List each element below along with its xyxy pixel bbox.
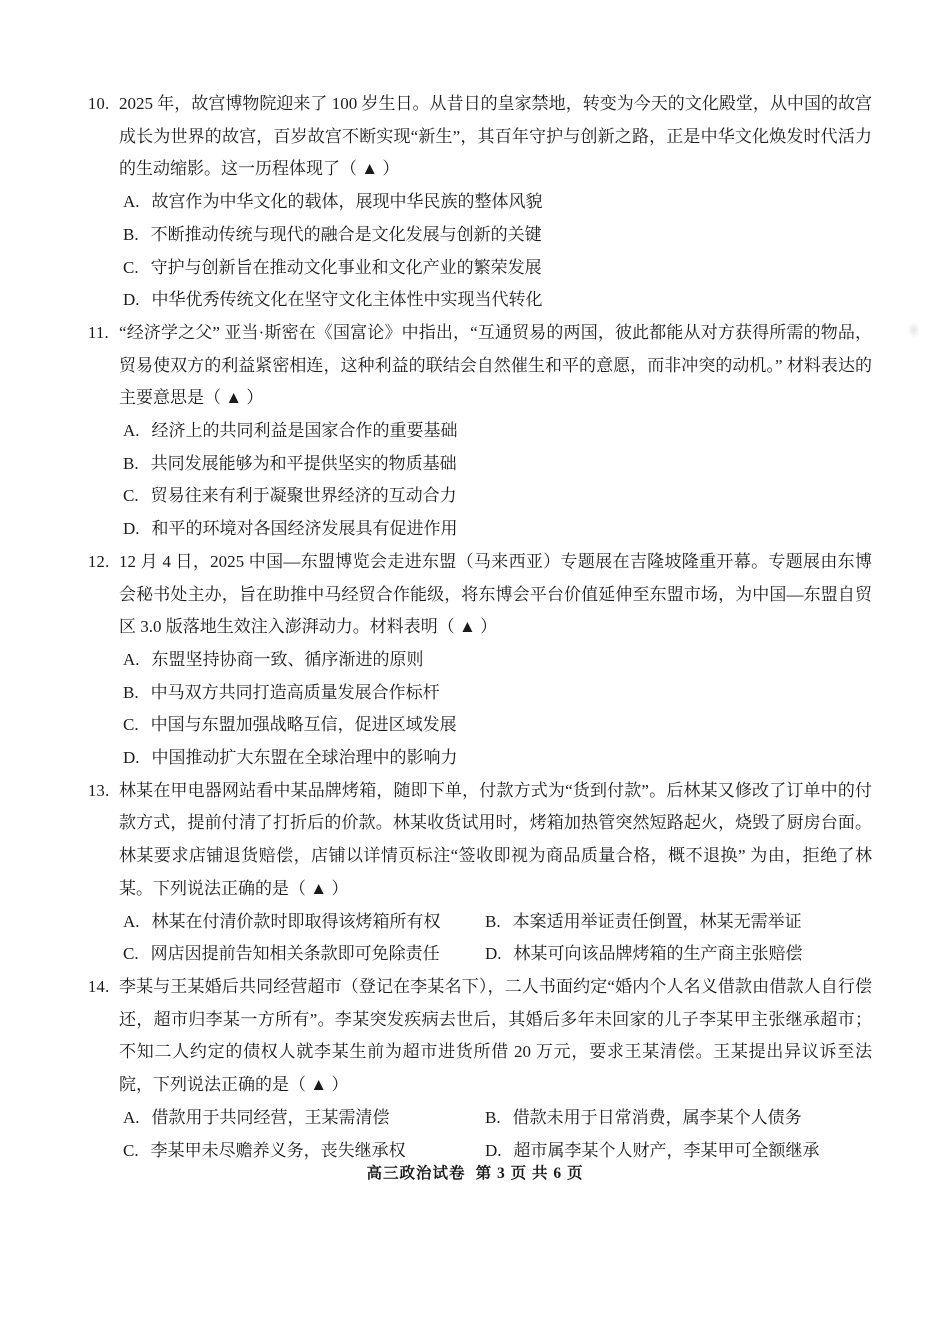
option-label: A.	[123, 911, 140, 931]
option-14-A	[123, 1102, 485, 1135]
option-label: D.	[485, 1140, 502, 1160]
footer-page-info: 第 3 页 共 6 页	[475, 1165, 584, 1182]
scan-artifact	[905, 318, 923, 342]
question-stem: 2025 年，故宫博物院迎来了 100 岁生日。从昔日的皇家禁地，转变为今天的文化殿堂，从中国的故宫成长为世界的故宫，百岁故宫不断实现“新生”，其百年守护与创新之路，正是中华文化焕发时代活力的生动缩影。这一历程体现了（ ▲ ）	[119, 94, 872, 179]
question-number: 13.	[88, 780, 110, 800]
option-text: 中华优秀传统文化在坚守文化主体性中实现当代转化	[151, 290, 543, 310]
question-10	[88, 88, 872, 317]
options-list	[119, 906, 872, 971]
option-12-B	[123, 677, 872, 710]
option-text: 本案适用举证责任倒置，林某无需举证	[512, 911, 802, 931]
option-13-A	[123, 906, 485, 939]
option-label: C.	[123, 1140, 139, 1160]
option-text: 不断推动传统与现代的融合是文化发展与创新的关键	[150, 224, 542, 244]
option-text: 故宫作为中华文化的载体，展现中华民族的整体风貌	[151, 192, 543, 212]
option-label: A.	[123, 1107, 140, 1127]
option-13-B	[485, 906, 872, 939]
page-footer	[0, 1163, 950, 1185]
option-label: C.	[123, 486, 139, 506]
option-label: D.	[485, 944, 502, 964]
options-list	[119, 186, 872, 317]
option-11-A	[123, 415, 872, 448]
option-text: 李某甲未尽赡养义务，丧失继承权	[150, 1140, 406, 1160]
question-number: 14.	[88, 976, 110, 996]
option-label: C.	[123, 944, 139, 964]
option-10-A	[123, 186, 872, 219]
question-number: 11.	[88, 322, 109, 342]
option-label: B.	[123, 682, 139, 702]
option-label: B.	[485, 911, 501, 931]
option-11-C	[123, 480, 872, 513]
option-label: D.	[123, 519, 140, 539]
options-list	[119, 644, 872, 775]
option-label: A.	[123, 421, 140, 441]
option-text: 林某在付清价款时即取得该烤箱所有权	[151, 911, 441, 931]
question-body	[119, 775, 872, 971]
question-stem: 林某在甲电器网站看中某品牌烤箱，随即下单，付款方式为“货到付款”。后林某又修改了订单中的付款方式，提前付清了打折后的价款。林某收货试用时，烤箱加热管突然短路起火，烧毁了厨房台面。林某要求店铺退货赔偿，店铺以详情页标注“签收即视为商品质量合格，概不退换” 为由，拒绝了林某。下列说法正确的是（ ▲ ）	[119, 780, 872, 898]
option-label: B.	[485, 1107, 501, 1127]
options-list	[119, 1102, 872, 1167]
question-list	[88, 88, 872, 1167]
option-10-B	[123, 219, 872, 252]
option-13-D	[485, 938, 872, 971]
option-text: 贸易往来有利于凝聚世界经济的互动合力	[150, 486, 457, 506]
option-label: B.	[123, 453, 139, 473]
question-number: 12.	[88, 551, 110, 571]
question-13	[88, 775, 872, 971]
question-stem: 12 月 4 日，2025 中国—东盟博览会走进东盟（马来西亚）专题展在吉隆坡隆重开幕。专题展由东博会秘书处主办，旨在助推中马经贸合作能级，将东博会平台价值延伸至东盟市场，为中国—东盟自贸区 3.0 版落地生效注入澎湃动力。材料表明（ ▲ ）	[119, 551, 872, 637]
option-13-C	[123, 938, 485, 971]
option-label: C.	[123, 257, 139, 277]
option-text: 中国推动扩大东盟在全球治理中的影响力	[151, 748, 458, 768]
option-12-D	[123, 742, 872, 775]
option-label: A.	[123, 192, 140, 212]
option-label: B.	[123, 224, 139, 244]
option-label: C.	[123, 715, 139, 735]
option-11-B	[123, 448, 872, 481]
question-body	[119, 546, 872, 775]
option-text: 经济上的共同利益是国家合作的重要基础	[151, 421, 458, 441]
option-text: 网店因提前告知相关条款即可免除责任	[150, 944, 440, 964]
question-14	[88, 971, 872, 1167]
option-label: D.	[123, 290, 140, 310]
footer-doc-title: 高三政治试卷	[366, 1165, 466, 1182]
question-number: 10.	[88, 94, 110, 113]
option-text: 和平的环境对各国经济发展具有促进作用	[151, 519, 458, 539]
option-12-C	[123, 709, 872, 742]
question-12	[88, 546, 872, 775]
option-10-D	[123, 284, 872, 317]
option-text: 东盟坚持协商一致、循序渐进的原则	[151, 649, 424, 669]
option-text: 中马双方共同打造高质量发展合作标杆	[150, 682, 440, 702]
question-11	[88, 317, 872, 546]
option-text: 中国与东盟加强战略互信，促进区域发展	[150, 715, 457, 735]
option-11-D	[123, 513, 872, 546]
option-text: 守护与创新旨在推动文化事业和文化产业的繁荣发展	[150, 257, 542, 277]
question-body	[119, 88, 872, 317]
option-text: 超市属李某个人财产，李某甲可全额继承	[513, 1140, 820, 1160]
question-body	[119, 317, 872, 546]
question-stem: “经济学之父” 亚当·斯密在《国富论》中指出，“互通贸易的两国，彼此都能从对方获得所需的物品，贸易使双方的利益紧密相连，这种利益的联结会自然催生和平的意愿，而非冲突的动机。” 材料表达的主要意思是（ ▲ ）	[119, 322, 872, 408]
option-12-A	[123, 644, 872, 677]
option-10-C	[123, 252, 872, 285]
options-list	[119, 415, 872, 546]
option-text: 林某可向该品牌烤箱的生产商主张赔偿	[513, 944, 803, 964]
question-body	[119, 971, 872, 1167]
option-text: 借款未用于日常消费，属李某个人债务	[512, 1107, 802, 1127]
option-text: 借款用于共同经营，王某需清偿	[151, 1107, 390, 1127]
option-label: A.	[123, 649, 140, 669]
option-text: 共同发展能够为和平提供坚实的物质基础	[150, 453, 457, 473]
option-label: D.	[123, 748, 140, 768]
option-14-B	[485, 1102, 872, 1135]
question-stem: 李某与王某婚后共同经营超市（登记在李某名下），二人书面约定“婚内个人名义借款由借款人自行偿还，超市归李某一方所有”。李某突发疾病去世后，其婚后多年未回家的儿子李某甲主张继承超市；不知二人约定的债权人就李某生前为超市进货所借 20 万元，要求王某清偿。王某提出异议诉至法院，下列说法正确的是（ ▲ ）	[119, 976, 872, 1095]
